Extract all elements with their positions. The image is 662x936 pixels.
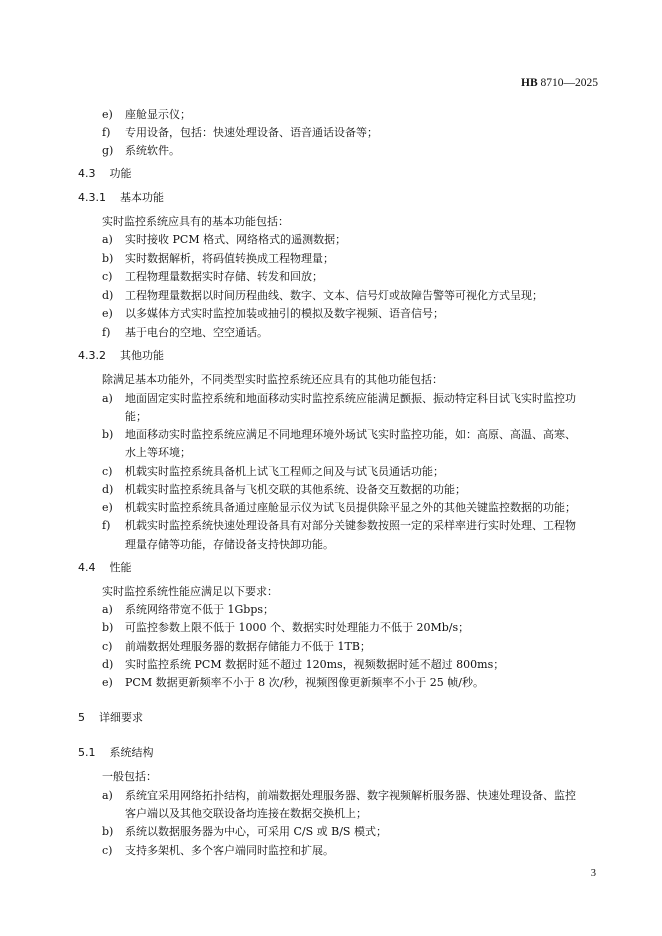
- list-item: g): [102, 144, 114, 157]
- section-heading-4-4: 4.4 性能: [78, 561, 132, 574]
- list-item: b): [102, 428, 114, 441]
- list-item-text: 系统以数据服务器为中心，可采用 C/S 或 B/S 模式；: [125, 825, 387, 838]
- list-item: b): [102, 825, 114, 838]
- list-item-text-cont: 水上等环境；: [125, 446, 191, 459]
- list-item-text: PCM 数据更新频率不小于 8 次/秒，视频图像更新频率不小于 25 帧/秒。: [125, 676, 484, 689]
- section-heading-4-3: 4.3 功能: [78, 167, 132, 180]
- list-item-text: 可监控参数上限不低于 1000 个、数据实时处理能力不低于 20Mb/s；: [125, 621, 470, 634]
- section-heading-4-3-1: 4.3.1 基本功能: [78, 191, 164, 204]
- list-item-text-cont: 理量存储等功能，存储设备支持快卸功能。: [125, 538, 334, 551]
- list-item: a): [102, 392, 113, 405]
- list-item: c): [102, 270, 113, 283]
- list-item: c): [102, 465, 113, 478]
- list-item-text: 工程物理量数据实时存储、转发和回放；: [125, 270, 323, 283]
- list-item: f): [102, 519, 111, 532]
- list-item-text: 地面移动实时监控系统应满足不同地理环境外场试飞实时监控功能，如：高原、高温、高寒、: [125, 428, 576, 441]
- list-item-text: 支持多架机、多个客户端同时监控和扩展。: [125, 844, 334, 857]
- list-item-text: 实时监控系统 PCM 数据时延不超过 120ms，视频数据时延不超过 800ms；: [125, 658, 505, 671]
- list-item: e): [102, 676, 113, 689]
- list-item-text: 系统宜采用网络拓扑结构，前端数据处理服务器、数字视频解析服务器、快速处理设备、监控: [125, 789, 576, 802]
- list-item-text: 前端数据处理服务器的数据存储能力不低于 1TB；: [125, 640, 371, 653]
- list-item: d): [102, 483, 114, 496]
- list-item: e): [102, 501, 113, 514]
- document-code: HB 8710—2025: [521, 77, 598, 89]
- list-item-text-cont: 客户端以及其他交联设备均连接在数据交换机上；: [125, 807, 367, 820]
- list-item-text: 地面固定实时监控系统和地面移动实时监控系统应能满足颤振、振动特定科目试飞实时监控功: [125, 392, 576, 405]
- list-item-text: 专用设备，包括：快速处理设备、语音通话设备等；: [125, 126, 378, 139]
- list-item-text: 以多媒体方式实时监控加装或抽引的模拟及数字视频、语音信号；: [125, 307, 444, 320]
- list-item-text: 机载实时监控系统具备机上试飞工程师之间及与试飞员通话功能；: [125, 465, 444, 478]
- list-item: a): [102, 789, 113, 802]
- list-item: e): [102, 307, 113, 320]
- paragraph: 实时监控系统性能应满足以下要求：: [102, 585, 278, 598]
- list-item-text: 工程物理量数据以时间历程曲线、数字、文本、信号灯或故障告警等可视化方式呈现；: [125, 289, 543, 302]
- list-item-text: 机载实时监控系统快速处理设备具有对部分关键参数按照一定的采样率进行实时处理、工程物: [125, 519, 576, 532]
- list-item: b): [102, 621, 114, 634]
- list-item-text: 系统软件。: [125, 144, 180, 157]
- list-item: d): [102, 289, 114, 302]
- paragraph: 实时监控系统应具有的基本功能包括：: [102, 215, 289, 228]
- list-item: c): [102, 844, 113, 857]
- list-item: f): [102, 326, 111, 339]
- list-item: a): [102, 233, 113, 246]
- list-item: e): [102, 108, 113, 121]
- list-item-text: 机载实时监控系统具备通过座舱显示仪为试飞员提供除平显之外的其他关键监控数据的功能；: [125, 501, 576, 514]
- section-heading-4-3-2: 4.3.2 其他功能: [78, 349, 164, 362]
- list-item-text: 机载实时监控系统具备与飞机交联的其他系统、设备交互数据的功能；: [125, 483, 466, 496]
- list-item-text: 实时数据解析，将码值转换成工程物理量；: [125, 252, 334, 265]
- section-heading-5: 5 详细要求: [78, 711, 143, 724]
- section-heading-5-1: 5.1 系统结构: [78, 746, 154, 759]
- list-item: f): [102, 126, 111, 139]
- paragraph: 除满足基本功能外，不同类型实时监控系统还应具有的其他功能包括：: [102, 373, 443, 386]
- list-item-text: 实时接收 PCM 格式、网络格式的遥测数据；: [125, 233, 347, 246]
- list-item: c): [102, 640, 113, 653]
- list-item: d): [102, 658, 114, 671]
- paragraph: 一般包括：: [102, 770, 157, 783]
- list-item-text-cont: 能；: [125, 410, 147, 423]
- list-item-text: 座舱显示仪；: [125, 108, 191, 121]
- list-item: a): [102, 603, 113, 616]
- list-item: b): [102, 252, 114, 265]
- list-item-text: 基于电台的空地、空空通话。: [125, 326, 268, 339]
- list-item-text: 系统网络带宽不低于 1Gbps；: [125, 603, 275, 616]
- page-number: 3: [590, 868, 596, 879]
